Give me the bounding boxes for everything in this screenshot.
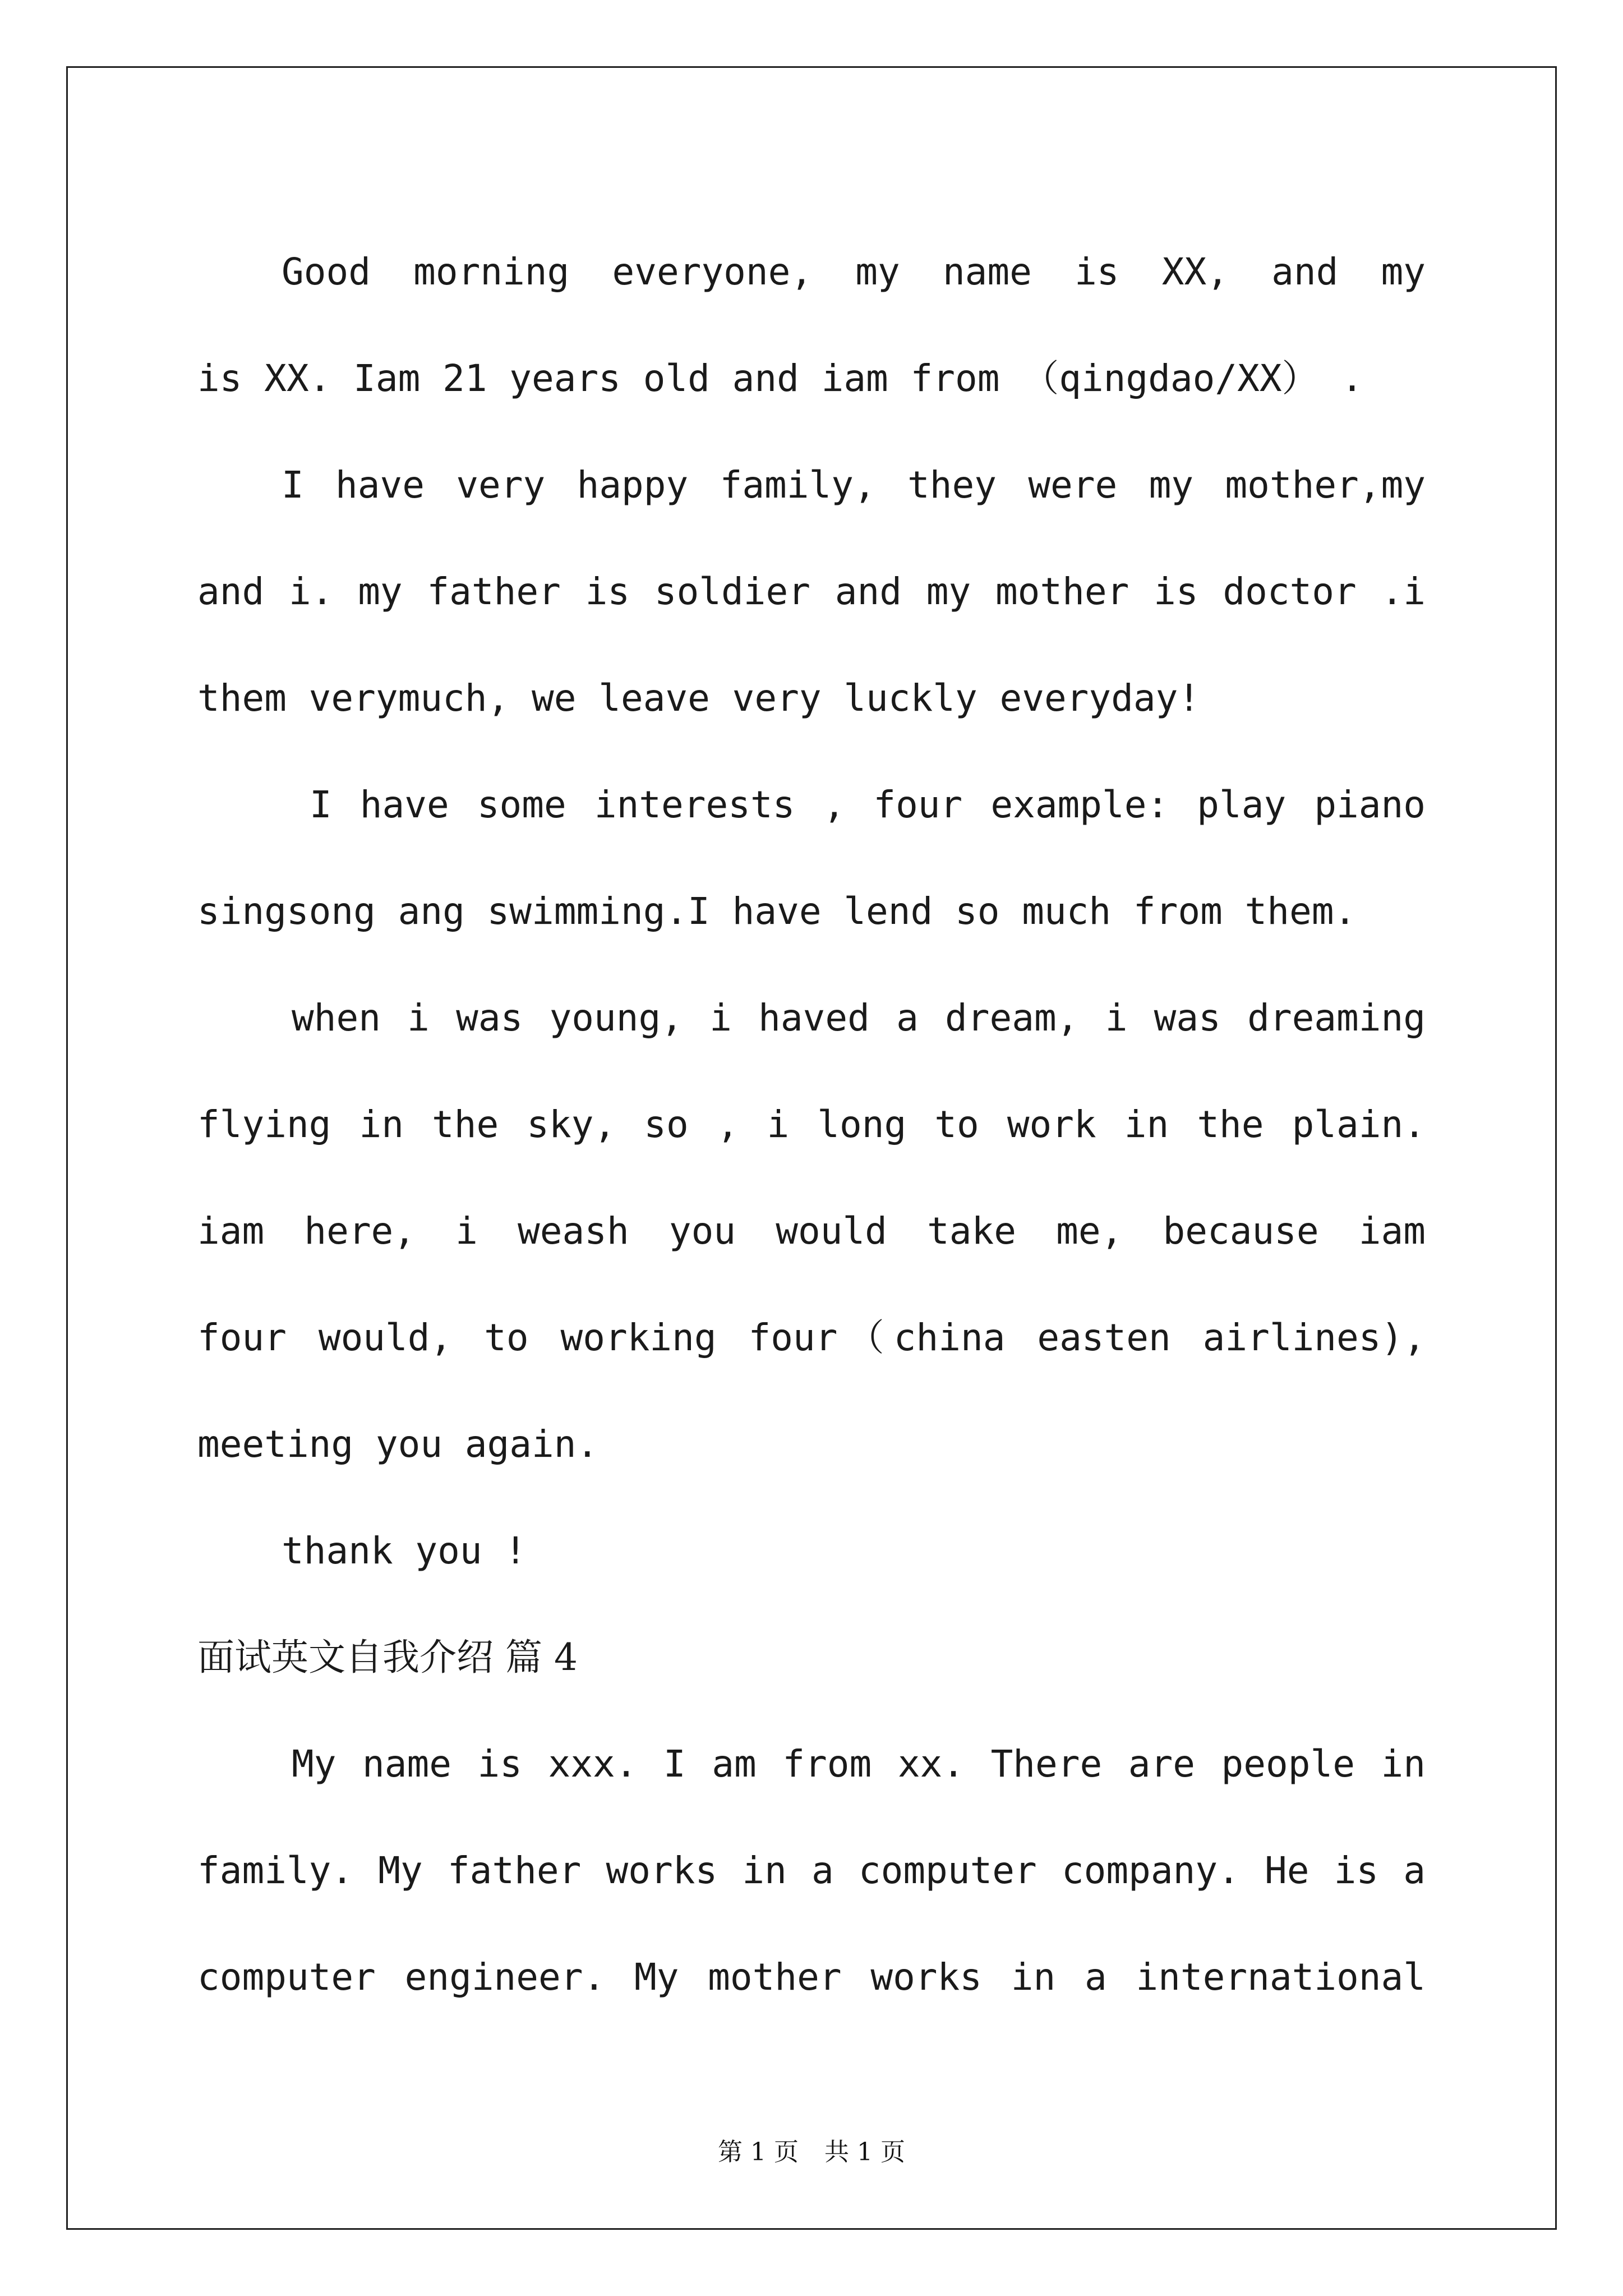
text-line: flying in the sky, so , i long to work in the plain. (197, 1103, 1426, 1146)
text-line: four would, to working four（china easten airlines), (197, 1316, 1426, 1359)
text-line: My name is xxx. I am from xx. There are people in (292, 1742, 1426, 1786)
text-line: I have very happy family, they were my mother,my (282, 463, 1426, 507)
text-line: I have some interests , four example: play piano (310, 783, 1426, 826)
text-line: computer engineer. My mother works in a international (197, 1955, 1426, 1999)
text-line: singsong ang swimming.I have lend so much from them. (197, 890, 1357, 933)
page-footer (0, 2132, 1623, 2168)
text-line: family. My father works in a computer company. He is a (197, 1849, 1426, 1892)
text-line: iam here, i weash you would take me, because iam (197, 1209, 1426, 1253)
text-line: thank you ! (282, 1529, 527, 1572)
text-line: Good morning everyone, my name is XX, and my (282, 250, 1426, 293)
page-number: 第 1 页 (718, 2138, 799, 2166)
text-line: meeting you again. (197, 1423, 599, 1466)
page-total: 共 1 页 (824, 2138, 905, 2166)
text-line: is XX. Iam 21 years old and iam from （qingdao/XX） . (197, 357, 1364, 400)
text-line: and i. my father is soldier and my mother is doctor .i (197, 570, 1426, 613)
text-line: when i was young, i haved a dream, i was dreaming (292, 996, 1426, 1039)
text-line: them verymuch, we leave very luckly everyday! (197, 677, 1201, 720)
section-heading: 面试英文自我介绍 篇 4 (197, 1636, 578, 1679)
document-body (197, 219, 1426, 2031)
